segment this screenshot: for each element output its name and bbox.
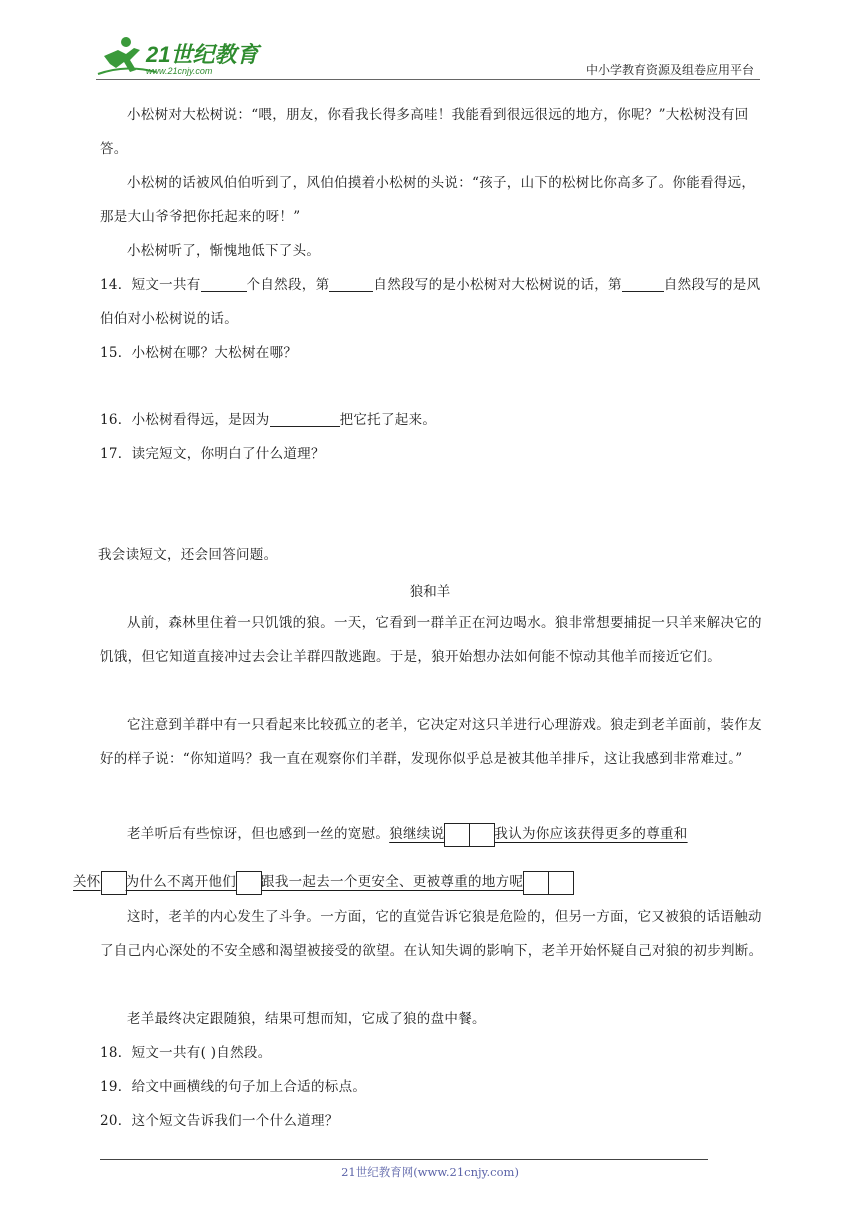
question-17: 17．读完短文，你明白了什么道理？ <box>100 446 325 462</box>
underlined-sentence-part-5: 跟我一起去一个更安全、更被尊重的地方呢 <box>261 874 524 890</box>
question-18: 18．短文一共有( )自然段。 <box>100 1045 272 1061</box>
logo-url: www.21cnjy.com <box>146 66 213 76</box>
q14-blank-3[interactable] <box>622 275 664 292</box>
site-logo <box>96 34 266 80</box>
q14-blank-2[interactable] <box>329 275 373 292</box>
q16-text-a: 16．小松树看得远，是因为 <box>100 412 270 428</box>
passage2-paragraph-4: 这时，老羊的内心发生了斗争。一方面，它的直觉告诉它狼是危险的，但另一方面，它又被狼的话语触动了自己内心深处的不安全感和渴望被接受的欲望。在认知失调的影响下，老羊开始怀疑自己对狼的初步判断。 <box>100 909 763 959</box>
p3-plain-text: 老羊听后有些惊讶，但也感到一丝的宽慰。 <box>127 826 390 842</box>
footer-divider <box>100 1159 708 1160</box>
platform-name: 中小学教育资源及组卷应用平台 <box>585 63 754 77</box>
footer-text: 21世纪教育网(www.21cnjy.com) <box>341 1165 519 1179</box>
question-19: 19．给文中画横线的句子加上合适的标点。 <box>100 1079 367 1095</box>
question-15: 15．小松树在哪？大松树在哪？ <box>100 345 298 361</box>
page-header <box>96 34 760 80</box>
passage2-title: 狼和羊 <box>409 584 451 600</box>
punctuation-box-6[interactable] <box>548 871 574 895</box>
passage2-paragraph-2: 它注意到羊群中有一只看起来比较孤立的老羊，它决定对这只羊进行心理游戏。狼走到老羊面前，装作友好的样子说：“你知道吗？我一直在观察你们羊群，发现你似乎总是被其他羊排斥，这让我感到非常难过。” <box>100 717 762 767</box>
question-14 <box>100 268 764 336</box>
underlined-sentence-part-2: 我认为你应该获得更多的尊重和 <box>494 826 688 842</box>
underlined-sentence-part-3: 关怀 <box>73 874 101 890</box>
header-divider <box>96 79 760 80</box>
question-16 <box>100 403 764 437</box>
punctuation-box-1[interactable] <box>444 823 470 847</box>
q16-blank[interactable] <box>270 410 340 427</box>
q14-text-c: 自然段写的是小松树对大松树说的话，第 <box>373 277 622 293</box>
q14-text-a: 14．短文一共有 <box>100 277 201 293</box>
section2-intro: 我会读短文，还会回答问题。 <box>98 547 278 563</box>
punctuation-box-5[interactable] <box>523 871 549 895</box>
question-20: 20．这个短文告诉我们一个什么道理？ <box>100 1113 339 1129</box>
passage1-paragraph-3: 小松树听了，惭愧地低下了头。 <box>127 243 321 259</box>
q16-text-b: 把它托了起来。 <box>339 412 437 428</box>
q14-text-b: 个自然段，第 <box>246 277 330 293</box>
passage2-paragraph-5: 老羊最终决定跟随狼，结果可想而知，它成了狼的盘中餐。 <box>127 1011 486 1027</box>
punctuation-box-2[interactable] <box>469 823 495 847</box>
logo-text: 21世纪教育 <box>146 42 259 67</box>
q14-blank-1[interactable] <box>201 275 247 292</box>
passage1-paragraph-2: 小松树的话被风伯伯听到了，风伯伯摸着小松树的头说：“孩子，山下的松树比你高多了。你能看得远，那是大山爷爷把你托起来的呀！” <box>100 175 756 225</box>
q14-text-d: 自然段写的是风伯伯对小松树说的话。 <box>100 277 761 327</box>
underlined-sentence-part-4: 为什么不离开他们 <box>125 874 237 890</box>
passage2-paragraph-1: 从前，森林里住着一只饥饿的狼。一天，它看到一群羊正在河边喝水。狼非常想要捕捉一只羊来解决它的饥饿，但它知道直接冲过去会让羊群四散逃跑。于是，狼开始想办法如何能不惊动其他羊而接近它们。 <box>100 615 762 665</box>
punctuation-box-3[interactable] <box>101 871 127 895</box>
passage2-paragraph-3 <box>73 810 764 906</box>
passage1-paragraph-1: 小松树对大松树说：“喂，朋友，你看我长得多高哇！我能看到很远很远的地方，你呢？”大松树没有回答。 <box>100 107 749 157</box>
punctuation-box-4[interactable] <box>236 871 262 895</box>
underlined-sentence-part-1: 狼继续说 <box>389 826 445 842</box>
